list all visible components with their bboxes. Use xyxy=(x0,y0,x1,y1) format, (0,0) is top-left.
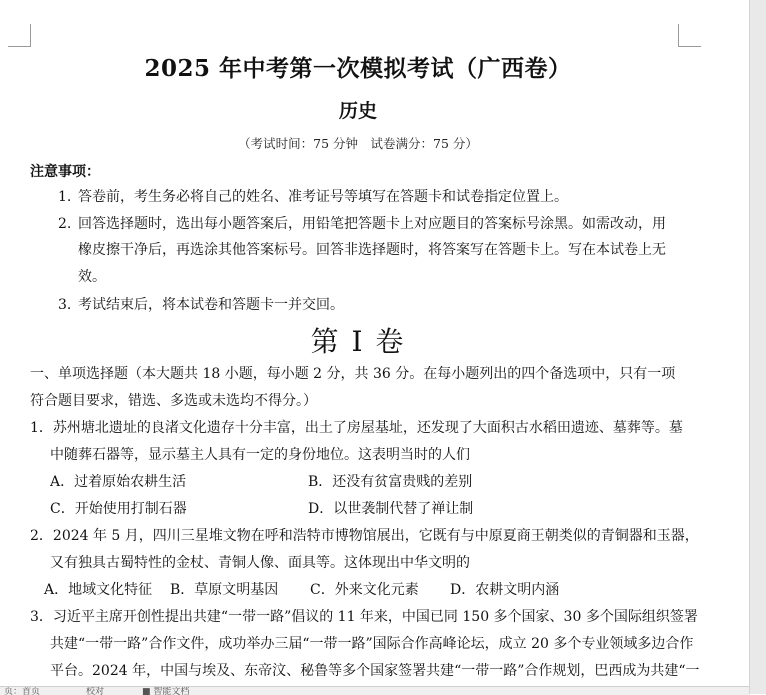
question-3-stem: 3．习近平主席开创性提出共建“一带一路”倡议的 11 年来，中国已同 150 多个国家、30 多个国际组织签署 xyxy=(30,609,698,625)
question-1-stem-continued: 中随葬石器等，显示墓主人具有一定的身份地位。这表明当时的人们 xyxy=(50,447,470,463)
exam-subject: 历史 xyxy=(338,100,377,122)
note-item xyxy=(58,214,666,234)
status-smart-doc[interactable]: ■ 智能文档 xyxy=(142,687,190,695)
question-2-stem-continued: 又有独具古蜀特性的金杖、青铜人像、面具等。这体现出中华文明的 xyxy=(50,555,470,571)
question-1-option-d: D．以世袭制代替了禅让制 xyxy=(308,501,474,517)
status-proofread[interactable]: 校对 xyxy=(86,687,105,695)
question-2-option-b: B．草原文明基因 xyxy=(170,582,279,598)
question-2-option-d: D．农耕文明内涵 xyxy=(450,582,560,598)
note-item xyxy=(58,295,344,315)
question-1-options-row-2 xyxy=(0,499,716,519)
question-1-stem: 1．苏州塘北遗址的良渚文化遗存十分丰富，出土了房屋基址，还发现了大面积古水稻田遗迹、墓葬等。墓 xyxy=(30,420,683,436)
status-page-label[interactable]: 页：首页 xyxy=(4,687,41,695)
question-3-stem-continued: 共建“一带一路”合作文件，成功举办三届“一带一路”国际合作高峰论坛，成立 20 多个专业领域多边合作 xyxy=(50,636,694,652)
note-number: 1. xyxy=(58,189,72,205)
window-edge-strip xyxy=(749,0,766,694)
question-1-option-c: C．开始使用打制石器 xyxy=(50,501,187,517)
note-text-continued: 效。 xyxy=(78,269,106,285)
question-2-option-a: A．地域文化特征 xyxy=(44,582,153,598)
note-number: 3. xyxy=(58,297,72,313)
note-text-continued: 橡皮擦干净后，再选涂其他答案标号。回答非选择题时，将答案写在答题卡上。写在本试卷上无 xyxy=(78,242,666,258)
question-1-option-a: A．过着原始农耕生活 xyxy=(50,474,187,490)
note-number: 2. xyxy=(58,216,72,232)
section-title: 第 I 卷 xyxy=(310,325,406,358)
note-text: 答卷前，考生务必将自己的姓名、准考证号等填写在答题卡和试卷指定位置上。 xyxy=(78,189,568,205)
note-item xyxy=(58,187,568,207)
question-1-options-row-1 xyxy=(0,472,716,492)
question-1-option-b: B．还没有贫富贵贱的差别 xyxy=(308,474,473,490)
question-2-options xyxy=(0,580,716,600)
notes-heading: 注意事项： xyxy=(30,164,100,180)
note-text: 考试结束后，将本试卷和答题卡一并交回。 xyxy=(78,297,344,313)
part-intro-line: 符合题目要求，错选、多选或未选均不得分。） xyxy=(30,393,317,409)
crop-mark-top-left xyxy=(8,24,31,47)
exam-title: 2025 年中考第一次模拟考试（广西卷） xyxy=(144,55,572,82)
question-3-stem-continued: 平台。2024 年，中国与埃及、东帝汶、秘鲁等多个国家签署共建“一带一路”合作规划，巴西成为共建“一 xyxy=(50,663,700,679)
question-2-stem: 2．2024 年 5 月，四川三星堆文物在呼和浩特市博物馆展出，它既有与中原夏商王朝类似的青铜器和玉器， xyxy=(30,528,699,544)
note-text: 回答选择题时，选出每小题答案后，用铅笔把答题卡上对应题目的答案标号涂黑。如需改动，用 xyxy=(78,216,666,232)
part-intro-line: 一、单项选择题（本大题共 18 小题，每小题 2 分，共 36 分。在每小题列出的四个备选项中，只有一项 xyxy=(30,366,676,382)
crop-mark-top-right xyxy=(678,24,701,47)
exam-time-info: （考试时间：75 分钟 试卷满分：75 分） xyxy=(238,136,478,151)
question-2-option-c: C．外来文化元素 xyxy=(310,582,419,598)
